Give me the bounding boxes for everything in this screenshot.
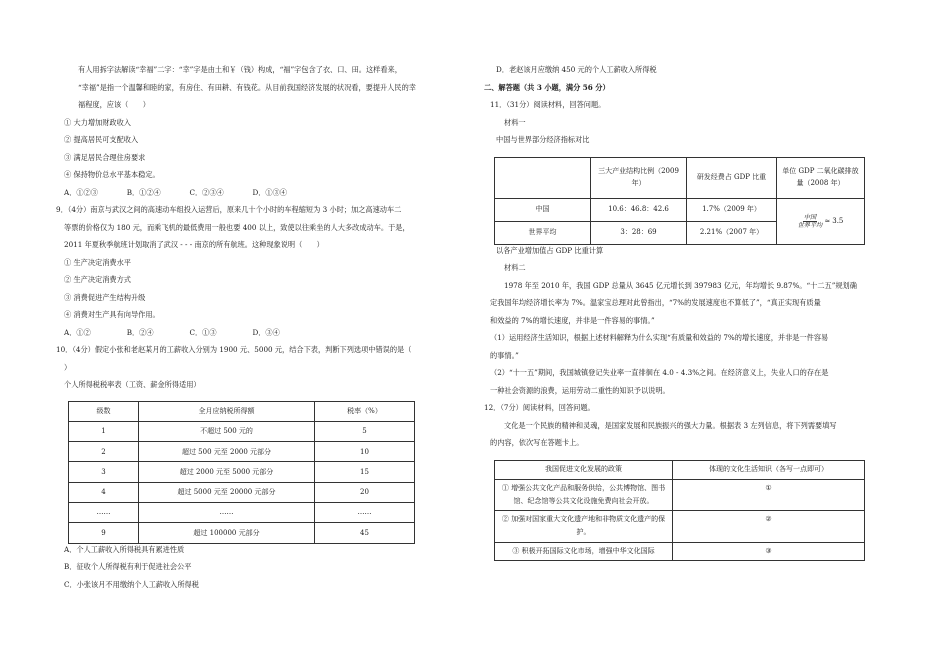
table-cell: …… [315,502,415,522]
table-cell: 2 [69,442,139,462]
table-cell: 15 [315,462,415,482]
table-header-row [495,460,865,479]
tax-rate-table [68,401,415,544]
table-cell: 超过 2000 元至 5000 元部分 [139,462,315,482]
question-9 [56,205,422,346]
q9-line: 等票的价格仅为 180 元，而乘飞机的最低费用一般也要 400 以上，致使以往乘坐的人大多改成动车。于是， [64,222,410,232]
table-cell: 5 [315,421,415,441]
economic-indicator-table [494,157,865,245]
table-cell: 9 [69,523,139,543]
q8-line: 有人用拆字法解读“幸福”二字：“幸”字是由土和￥（钱）构成，“福”字包含了衣、口、田。这样看来， [78,65,402,74]
tax-table-caption: 个人所得税税率表（工资、薪金所得适用） [64,380,201,389]
table-header-cell: 三大产业结构比例（2009 年） [591,157,687,198]
sub-question-2: 一种社会资源的浪费，运用劳动二重性的知识予以说明。 [490,385,670,395]
q12-title: 12．（7分）阅读材料，回答问题。 [484,403,595,412]
table-cell: 1.7%（2009 年） [687,198,777,221]
table-row [495,511,865,543]
q8-line: 福程度，应该（ ） [78,100,150,109]
table-row [69,421,415,441]
table-row [495,479,865,511]
q12-intro-line: 文化是一个民族的精神和灵魂，是国家发展和民族振兴的强大力量。根据表 3 左列信息，将下列需要填写 [504,420,837,430]
table-header-cell: 全月应纳税所得额 [139,401,315,421]
sub-question-1: 的事情。” [490,350,519,360]
table-header-cell: 我国促进文化发展的政策 [495,460,673,479]
culture-policy-table [494,460,865,561]
q10-option-d: D．老赵该月应缴纳 450 元的个人工薪收入所得税 [496,65,657,74]
table-cell: 2.21%（2007 年） [687,221,777,244]
table-cell: 中国 [495,198,591,221]
table-row [495,198,865,221]
table-cell: 10 [315,442,415,462]
table-cell: 超过 100000 元部分 [139,523,315,543]
co2-ratio-formula [798,214,844,230]
policy-cell: ③ 积极开拓国际文化市场，增强中华文化国际 [495,542,673,560]
q9-options: A．①② B．②④ C．①③ D．③④ [64,327,280,337]
table-header-cell [495,157,591,198]
table-cell: …… [69,502,139,522]
table-row [69,502,415,522]
table-cell: 世界平均 [495,221,591,244]
ratio-value: 3.5 [832,217,844,226]
material-2-line: 和效益的 7%的增长速度，并非是一件容易的事情。” [490,315,655,325]
left-column [56,65,422,598]
q9-item: ④ 消费对生产具有向导作用。 [64,310,160,319]
q8-item: ③ 满足居民合理住房要求 [64,152,146,162]
q10-line: 10．（4分）假定小张和老赵某月的工薪收入分别为 1900 元、5000 元，结合下表，判断下列选项中错误的是（ [56,345,412,354]
table-cell: 10.6：46.8：42.6 [591,198,687,221]
question-10 [56,345,422,598]
fraction-denominator: 世界平均 [797,222,823,229]
q9-item: ③ 消费促进产生结构升级 [64,292,146,302]
q10-option: A．个人工薪收入所得税具有累进性质 [64,544,185,554]
q11-title: 11．（31分）阅读材料，回答问题。 [490,100,606,109]
table-header-cell: 研发经费占 GDP 比重 [687,157,777,198]
table-cell: 超过 5000 元至 20000 元部分 [139,482,315,502]
q9-line: 9．（4分）南京与武汉之间的高速动车组投入运营后，原来几十个小时的车程缩短为 3 小时；加之高速动车二 [56,205,402,214]
table-cell: 45 [315,523,415,543]
material-1-label: 材料一 [504,117,526,127]
answer-cell: ① [673,479,865,511]
answer-cell: ③ [673,542,865,560]
q10-option: B．征收个人所得税有利于促进社会公平 [64,562,192,572]
q8-item: ① 大力增加财政收入 [64,117,131,127]
fraction-numerator: 中国 [803,213,817,221]
section-title: 二、解答题（共 3 小题，满分 56 分） [484,82,610,92]
table-row [69,523,415,543]
q8-item: ④ 保持物价总水平基本稳定。 [64,170,160,179]
q12-intro-line: 的内容，依次写在答题卡上。 [490,438,584,447]
sub-question-2: （2）“十一五”期间，我国城镇登记失业率一直徘徊在 4.0 - 4.3%之间。在经济意义上，失业人口的存在是 [490,368,829,377]
table-header-row [69,401,415,421]
material-2-line: 定我国年均经济增长率为 7%。温家宝总理对此曾指出，“7%的发展速度也不算低了”，“真正实现有质量 [490,298,821,307]
policy-cell: ① 增强公共文化产品和服务供给，公共博物馆、图书馆、纪念馆等公共文化设施免费向社会开放。 [495,479,673,511]
q8-line: “幸福”是指一个温馨和睦的家，有房住、有田耕、有钱花。从目前我国经济发展的状况看，要提升人民的幸 [78,82,416,92]
table-cell: 1 [69,421,139,441]
table-note: 以各产业增加值占 GDP 比重计算 [496,245,604,255]
co2-ratio-cell [777,198,865,244]
table-header-cell: 体现的文化生活知识（各写一点即可） [673,460,865,479]
answer-cell: ② [673,511,865,543]
table-row [69,482,415,502]
fraction [798,214,823,230]
question-11 [490,101,862,404]
table-cell: 3 [69,462,139,482]
material-2-label: 材料二 [504,263,526,272]
q9-item: ① 生产决定消费水平 [64,257,131,267]
table-row [495,542,865,560]
table-row [69,462,415,482]
q9-item: ② 生产决定消费方式 [64,275,131,284]
policy-cell: ② 加强对国家重大文化遗产地和非物质文化遗产的保护。 [495,511,673,543]
question-8 [64,66,422,206]
q10-option: C．小张该月不用缴纳个人工薪收入所得税 [64,579,199,589]
q9-line: 2011 年夏秋季航班计划取消了武汉 - - - 南京的所有航班。这种现象说明（ ） [64,240,324,249]
table-cell: 4 [69,482,139,502]
table-header-row [495,157,865,198]
compare-table-caption: 中国与世界部分经济指标对比 [496,135,590,144]
table-header-cell: 单位 GDP 二氧化碳排放量（2008 年） [777,157,865,198]
question-12 [484,403,862,561]
table-cell: 不超过 500 元的 [139,421,315,441]
q10-line: ） [64,362,72,372]
table-header-cell: 税率（%） [315,401,415,421]
sub-question-1: （1）运用经济生活知识，根据上述材料解释为什么实现“有质量和效益的 7%的增长速度，并非是一件容易 [490,333,829,342]
table-cell: 超过 500 元至 2000 元部分 [139,442,315,462]
approx-symbol: ≈ [824,217,831,226]
table-cell: …… [139,502,315,522]
material-2-line: 1978 年至 2010 年，我国 GDP 总量从 3645 亿元增长到 397983 亿元，年均增长 9.87%。“十二五”规划确 [504,280,857,290]
table-header-cell: 级数 [69,401,139,421]
table-row [69,442,415,462]
table-cell: 20 [315,482,415,502]
right-column [484,65,862,561]
q8-item: ② 提高居民可支配收入 [64,135,139,144]
table-cell: 3：28：69 [591,221,687,244]
q8-options: A．①②③ B．①②④ C．②③④ D．①③④ [64,187,287,197]
